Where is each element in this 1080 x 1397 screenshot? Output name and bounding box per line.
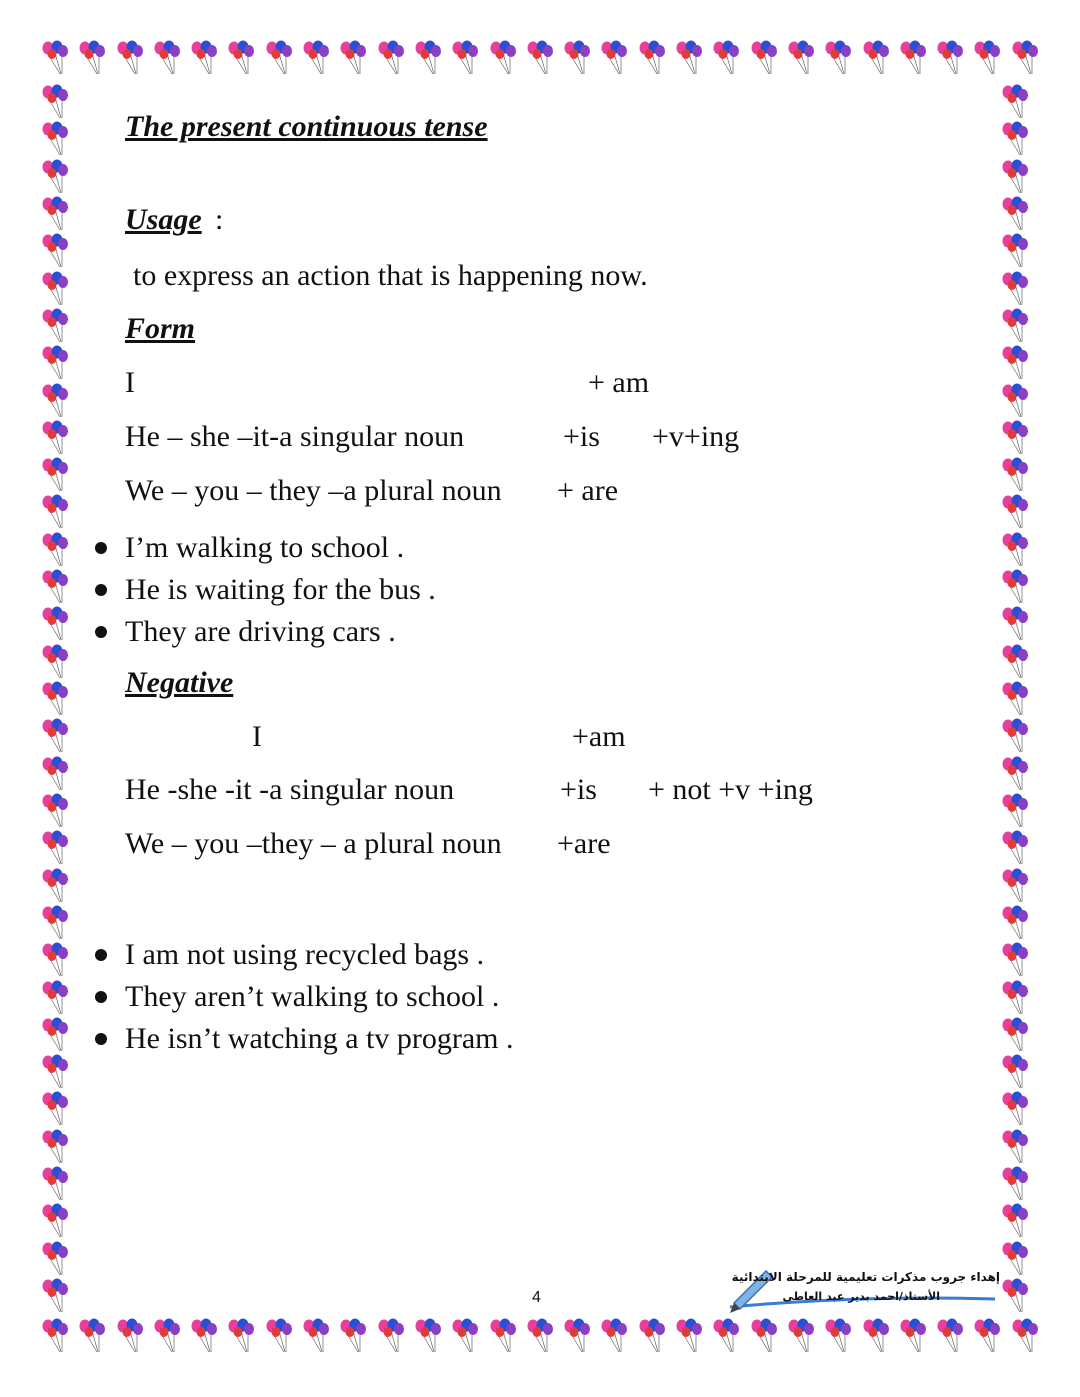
list-item: I am not using recycled bags . <box>90 934 514 976</box>
page-title: The present continuous tense <box>125 110 488 143</box>
list-item: They aren’t walking to school . <box>90 976 514 1018</box>
list-item: They are driving cars . <box>90 611 436 653</box>
list-item: I’m walking to school . <box>90 527 436 569</box>
negative-row-2-extra: + not +v +ing <box>648 773 813 806</box>
form-row-3-aux: + are <box>557 474 619 507</box>
bullet-icon <box>95 584 107 596</box>
negative-row-3-aux: +are <box>557 827 611 860</box>
bullet-icon <box>95 949 107 961</box>
form-row-2-extra: +v+ing <box>652 420 740 453</box>
page-number: 4 <box>532 1289 541 1306</box>
list-item: He isn’t watching a tv program . <box>90 1018 514 1060</box>
bullet-icon <box>95 991 107 1003</box>
form-row-1-aux: + am <box>588 366 650 399</box>
footer-credit-line1: إهداء جروب مذكرات تعليمية للمرحلة الابتدائية <box>731 1270 1000 1284</box>
pencil-logo-icon <box>720 1255 1000 1315</box>
form-examples-list <box>90 527 436 653</box>
usage-text: to express an action that is happening now. <box>133 259 648 292</box>
negative-row-2-subject: He -she -it -a singular noun <box>125 773 455 806</box>
form-label: Form <box>125 312 196 345</box>
negative-label: Negative <box>125 666 234 699</box>
list-item: He is waiting for the bus . <box>90 569 436 611</box>
bullet-icon <box>95 626 107 638</box>
form-row-2-aux: +is <box>563 420 600 453</box>
footer-credit-line2: الأستاذ/احمد بدير عبد العاطى <box>782 1290 940 1303</box>
negative-row-3-subject: We – you –they – a plural noun <box>125 827 502 860</box>
form-row-3-subject: We – you – they –a plural noun <box>125 474 502 507</box>
usage-colon: : <box>215 203 224 236</box>
form-row-2-subject: He – she –it-a singular noun <box>125 420 465 453</box>
negative-row-1-aux: +am <box>572 720 626 753</box>
form-row-1-subject: I <box>125 366 135 399</box>
bullet-icon <box>95 1033 107 1045</box>
negative-row-1-subject: I <box>252 720 262 753</box>
negative-row-2-aux: +is <box>560 773 597 806</box>
negative-examples-list <box>90 934 514 1060</box>
usage-label: Usage <box>125 203 202 236</box>
bullet-icon <box>95 542 107 554</box>
